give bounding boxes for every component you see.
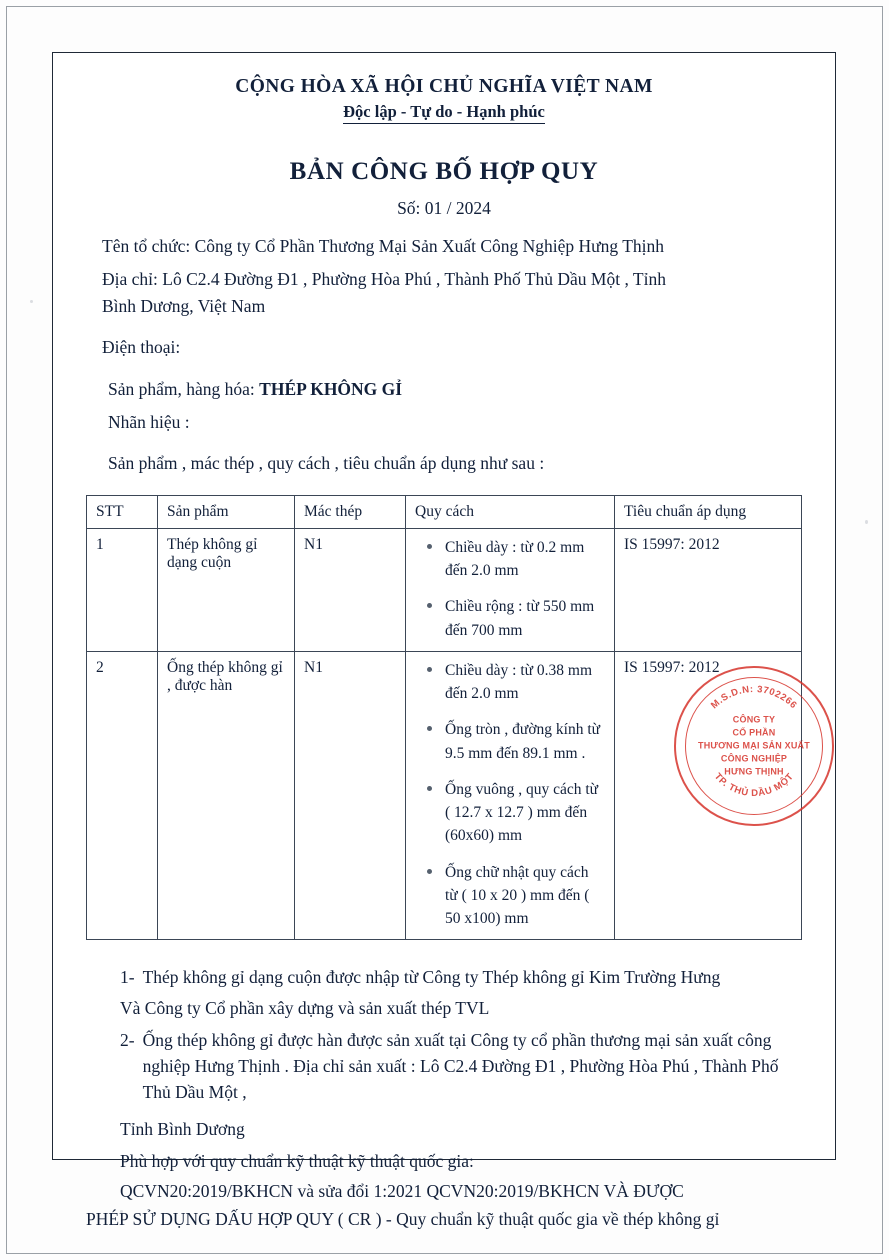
cell-standard: IS 15997: 2012 xyxy=(615,651,802,940)
document-number: Số: 01 / 2024 xyxy=(397,198,491,218)
motto-text: Độc lập - Tự do - Hạnh phúc xyxy=(343,102,545,124)
brand-line: Nhãn hiệu : xyxy=(108,411,190,432)
spec-item: Ống tròn , đường kính từ 9.5 mm đến 89.1 mm . xyxy=(441,718,605,765)
scan-speck xyxy=(865,520,868,524)
header-spec: Quy cách xyxy=(406,495,615,528)
spec-item: Chiều rộng : từ 550 mm đến 700 mm xyxy=(441,595,605,642)
header-grade: Mác thép xyxy=(295,495,406,528)
cell-spec xyxy=(406,528,615,651)
note-continuation: Và Công ty Cổ phần xây dựng và sản xuất thép TVL xyxy=(120,997,490,1018)
spec-item: Chiều dày : từ 0.2 mm đến 2.0 mm xyxy=(441,536,605,583)
header-product: Sản phẩm xyxy=(158,495,295,528)
cell-stt: 1 xyxy=(87,528,158,651)
note-item xyxy=(86,964,802,990)
note-text: Ống thép không gỉ được hàn được sản xuất tại Công ty cổ phần thương mại sản xuất công nghiệp Hưng Thịnh . Địa chỉ sản xuất : Lô C2.4 Đường Đ1 , Phường Hòa Phú , Thành Phố Thủ Dầu Một , xyxy=(142,1029,779,1103)
organization-name: Công ty Cổ Phần Thương Mại Sản Xuất Công Nghiệp Hưng Thịnh xyxy=(194,236,665,256)
stamp-bottom-arc: TP. THỦ DẦU MỘT xyxy=(711,771,797,800)
note-number: 1- xyxy=(120,967,135,988)
cell-product: Thép không gỉ dạng cuộn xyxy=(158,528,295,651)
organization-label: Tên tổ chức: xyxy=(102,236,191,256)
cell-standard: IS 15997: 2012 xyxy=(615,528,802,651)
table-row xyxy=(87,651,802,940)
document-title: BẢN CÔNG BỐ HỢP QUY xyxy=(289,158,599,185)
spec-item: Ống chữ nhật quy cách từ ( 10 x 20 ) mm đến ( 50 x100) mm xyxy=(441,861,605,931)
nation-heading: CỘNG HÒA XÃ HỘI CHỦ NGHĨA VIỆT NAM xyxy=(235,76,653,97)
table-row xyxy=(87,528,802,651)
stamp-center-text: CÔNG TY CỔ PHẦN THƯƠNG MẠI SẢN XUẤT CÔNG NGHIỆP HƯNG THỊNH xyxy=(698,714,810,777)
document-body xyxy=(64,58,824,1233)
spec-item: Chiều dày : từ 0.38 mm đến 2.0 mm xyxy=(441,659,605,706)
spec-list xyxy=(415,536,605,642)
specification-table xyxy=(86,495,802,941)
product-value: THÉP KHÔNG GỈ xyxy=(259,378,403,399)
conformity-line-1: QCVN20:2019/BKHCN và sửa đổi 1:2021 QCVN20:2019/BKHCN VÀ ĐƯỢC xyxy=(120,1181,684,1202)
product-line xyxy=(86,376,802,403)
spec-item: Ống vuông , quy cách từ ( 12.7 x 12.7 ) mm đến (60x60) mm xyxy=(441,778,605,848)
note-text: Thép không gỉ dạng cuộn được nhập từ Công ty Thép không gỉ Kim Trường Hưng xyxy=(142,967,721,988)
cell-product: Ống thép không gỉ , được hàn xyxy=(158,651,295,940)
scan-speck xyxy=(30,300,33,303)
note-number: 2- xyxy=(120,1029,135,1050)
address-label: Địa chỉ: xyxy=(102,269,158,290)
stamp-top-arc: M.S.D.N: 3702266 xyxy=(709,683,800,712)
table-header-row xyxy=(87,495,802,528)
conformity-label: Phù hợp với quy chuẩn kỹ thuật kỹ thuật quốc gia: xyxy=(120,1150,474,1171)
product-label: Sản phẩm, hàng hóa: xyxy=(108,378,255,399)
intro-line: Sản phẩm , mác thép , quy cách , tiêu chuẩn áp dụng như sau : xyxy=(108,452,545,473)
header-stt: STT xyxy=(87,495,158,528)
spec-list xyxy=(415,659,605,931)
conformity-line-2: PHÉP SỬ DỤNG DẤU HỢP QUY ( CR ) - Quy chuẩn kỹ thuật quốc gia về thép không gỉ xyxy=(86,1209,720,1230)
address-value-2: Bình Dương, Việt Nam xyxy=(102,296,266,317)
cell-grade: N1 xyxy=(295,528,406,651)
cell-stt: 2 xyxy=(87,651,158,940)
header-standard: Tiêu chuẩn áp dụng xyxy=(615,495,802,528)
cell-spec xyxy=(406,651,615,940)
organization-line xyxy=(86,233,802,260)
address-value: Lô C2.4 Đường Đ1 , Phường Hòa Phú , Thành Phố Thủ Dầu Một , Tỉnh xyxy=(162,269,666,290)
province-line: Tỉnh Bình Dương xyxy=(120,1118,245,1139)
cell-grade: N1 xyxy=(295,651,406,940)
notes-section xyxy=(86,964,802,1232)
address-line xyxy=(86,266,802,320)
note-item xyxy=(86,1027,802,1106)
phone-line: Điện thoại: xyxy=(102,337,181,358)
